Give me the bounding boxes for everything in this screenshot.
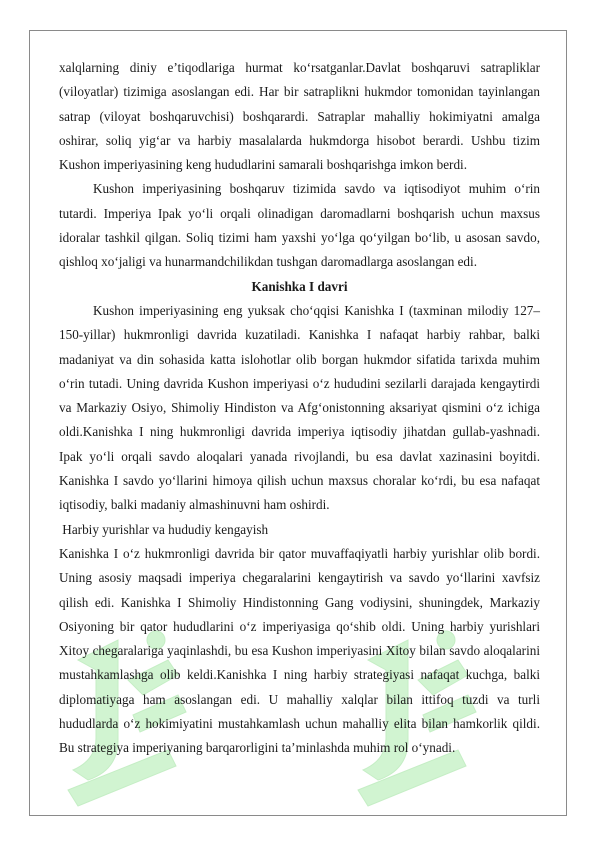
section-heading-kanishka: Kanishka I davri [251,278,348,294]
document-body [59,56,540,761]
paragraph-2: Kushon imperiyasining boshqaruv tizimida savdo va iqtisodiyot muhim o‘rin tutardi. Imperiya Ipak yo‘li orqali olinadigan daromadlarni boshqarish uchun maxsus idoralar tashkil qilgan. Soliq tizimi ham yaxshi yo‘lga qo‘yilgan bo‘lib, u asosan savdo, qishloq xo‘jaligi va hunarmandchilikdan tushgan daromadlarga asoslangan edi. [59,181,540,270]
paragraph-1: xalqlarning diniy e’tiqodlariga hurmat ko‘rsatganlar.Davlat boshqaruvi satrapliklar (viloyatlar) tizimiga asoslangan edi. Har bir satraplikni hukmdor tomonidan tayinlangan satrap (viloyat boshqaruvchisi) boshqarardi. Satraplar mahalliy hokimiyatni amalga oshirar, soliq yig‘ar va harbiy masalalarda hukmdorga hisobot berardi. Ushbu tizim Kushon imperiyasining keng hududlarini samarali boshqarishga imkon berdi. [59,60,540,173]
paragraph-4: Kanishka I o‘z hukmronligi davrida bir qator muvaffaqiyatli harbiy yurishlar olib bordi. Uning asosiy maqsadi imperiya chegaralarini kengaytirish va savdo yo‘llarini xavfsiz qilish edi. Kanishka I Shimoliy Hindistonning Gang vodiysini, shuningdek, Markaziy Osiyoning bir qator hududlarini o‘z imperiyasiga qo‘shib oldi. Uning harbiy yurishlari Xitoy chegaralariga yaqinlashdi, bu esa Kushon imperiyasini Xitoy bilan savdo aloqalarini mustahkamlashga olib keldi.Kanishka I ning harbiy strategiyasi nafaqat kuchga, balki diplomatiyaga ham asoslangan edi. U mahalliy xalqlar bilan ittifoq tuzdi va turli hududlarda o‘z hokimiyatini mustahkamlash uchun mahalliy elita bilan hamkorlik qildi. Bu strategiya imperiyaning barqarorligini ta’minlashda muhim rol o‘ynadi. [59,545,540,756]
paragraph-3: Kushon imperiyasining eng yuksak cho‘qqisi Kanishka I (taxminan milodiy 127–150-yillar) hukmronligi davrida kuzatiladi. Kanishka I nafaqat harbiy rahbar, balki madaniyat va din sohasida katta islohotlar olib borgan hukmdor sifatida tarixda muhim o‘rin tutadi. Uning davrida Kushon imperiyasi o‘z hududini sezilarli darajada kengaytirdi va Markaziy Osiyo, Shimoliy Hindiston va Afg‘onistonning aksariyat qismini o‘z ichiga oldi.Kanishka I ning hukmronligi davrida imperiya iqtisodiy jihatdan gullab-yashnadi. Ipak yo‘li orqali savdo aloqalari yanada rivojlandi, bu esa davlat xazinasini boyitdi. Kanishka I savdo yo‘llarini himoya qilish uchun maxsus choralar ko‘rdi, bu esa nafaqat iqtisodiy, balki madaniy almashinuvni ham oshirdi. [59,302,540,513]
subheading-military: Harbiy yurishlar va hududiy kengayish [59,521,269,537]
